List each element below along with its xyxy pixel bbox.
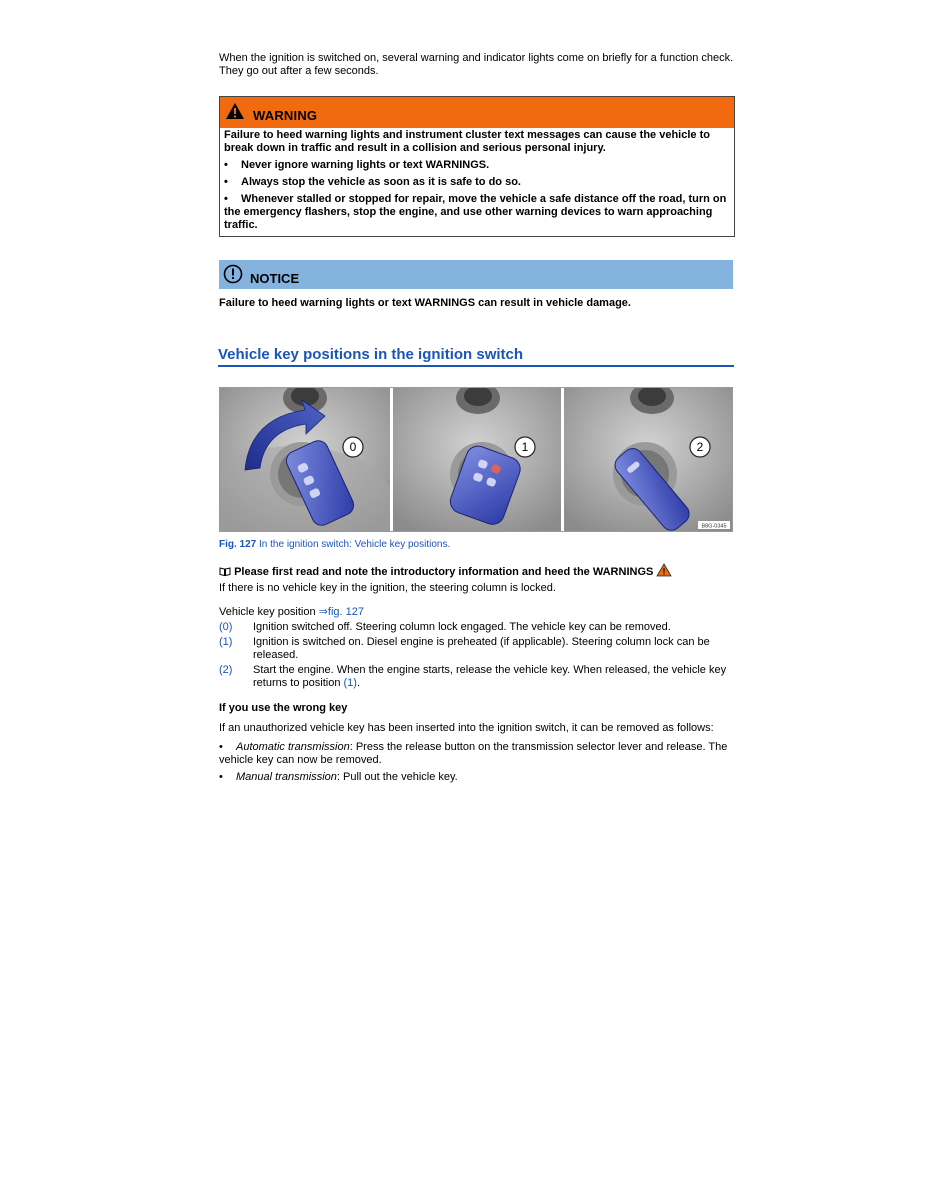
position-item: (0) Ignition switched off. Steering column lock engaged. The vehicle key can be removed. [219,621,671,633]
ignition-illustration [220,388,732,531]
steering-column-text: If there is no vehicle key in the ignition, the steering column is locked. [219,582,556,594]
figure-link[interactable]: fig. 127 [327,606,364,618]
open-book-icon [219,567,231,576]
position-0-label: 0 [349,440,357,454]
warning-bullet: • Never ignore warning lights or text WARNINGS. [224,159,490,171]
warning-body [220,128,734,232]
notice-header [219,260,733,289]
warning-triangle-icon[interactable] [656,563,672,577]
arrow-link-icon: ⇒ [318,606,328,618]
position-item: (2) Start the engine. When the engine starts, release the vehicle key. When released, the vehicle key returns to position (1). [219,664,727,689]
read-first-text: Please first read and note the introductory information and heed the WARNINGS [234,566,654,578]
panel-position-2 [564,388,732,531]
notice-text: Failure to heed warning lights or text WARNINGS can result in vehicle damage. [219,297,631,309]
warning-box [219,96,735,237]
wrong-key-intro: If an unauthorized vehicle key has been inserted into the ignition switch, it can be removed as follows: [219,722,714,734]
section-title: Vehicle key positions in the ignition switch [218,346,734,367]
notice-title: NOTICE [250,271,300,286]
warning-title: WARNING [253,108,318,123]
position-item: (1) Ignition is switched on. Diesel engine is preheated (if applicable). Steering column lock can be released. [219,636,710,661]
ignition-figure [219,387,733,532]
exclamation-circle-icon [223,264,243,284]
intro-paragraph: When the ignition is switched on, several warning and indicator lights come on briefly for a function check. They go out after a few seconds. [219,52,734,77]
figure-code: B8G-0345 [701,523,727,530]
key-position-line: Vehicle key position ⇒fig. 127 [219,606,364,618]
position-1-link[interactable]: (1) [343,677,357,689]
panel-position-1 [393,388,561,531]
wrong-key-heading: If you use the wrong key [219,702,348,714]
position-1-label: 1 [521,440,529,454]
warning-header [220,97,734,128]
wrong-key-list [219,741,735,788]
warning-bullet: • Always stop the vehicle as soon as it is safe to do so. [224,176,521,188]
position-list [219,621,735,692]
list-item: • Manual transmission: Pull out the vehicle key. [219,771,458,783]
panel-position-0 [220,388,390,531]
list-item: • Automatic transmission: Press the release button on the transmission selector lever and release. The vehicle key can now be removed. [219,741,728,766]
position-2-label: 2 [696,440,704,454]
figure-caption: Fig. 127 In the ignition switch: Vehicle key positions. [219,539,451,550]
warning-bullet: • Whenever stalled or stopped for repair, move the vehicle a safe distance off the road, turn on the emergency flashers, stop the engine, and use other warning devices to warn approaching traffic. [224,193,727,231]
read-first-notice [219,563,672,578]
warning-lead: Failure to heed warning lights and instrument cluster text messages can cause the vehicle to break down in traffic and result in a collision and serious personal injury. [224,129,710,154]
warning-triangle-icon [225,102,245,120]
